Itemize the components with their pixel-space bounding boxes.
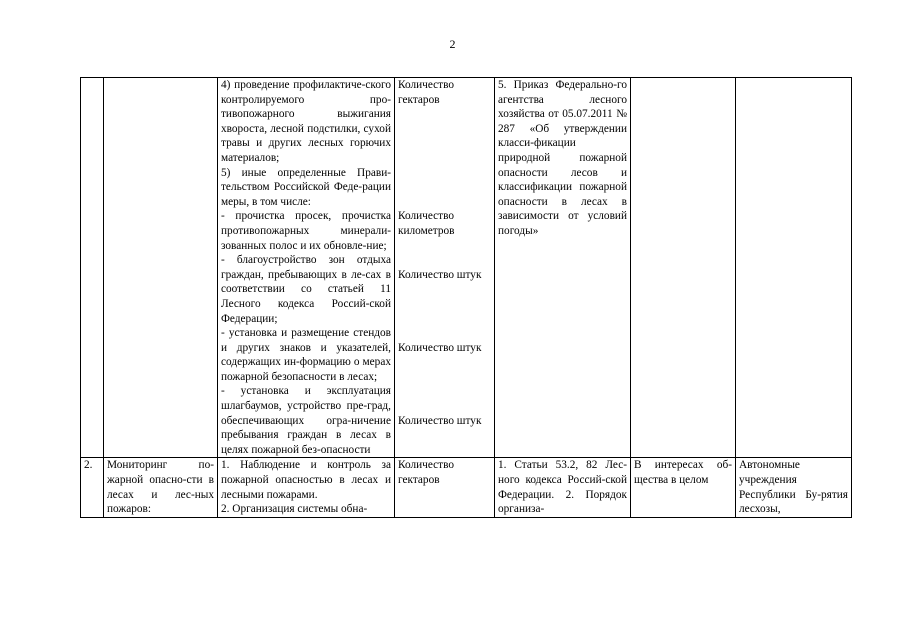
measure-item: 4) проведение профилактиче-ского контролируемого про-тивопожарного выжигания хвороста, лесной подстилки, сухой травы и других лесных горючих материалов; <box>221 79 391 164</box>
table-row <box>81 458 852 517</box>
unit-pieces: Количество штук <box>398 415 482 427</box>
unit-pieces: Количество штук <box>398 342 482 354</box>
executor-cell: Автономные учреждения Республики Бу-рятия лесхозы, <box>736 458 852 517</box>
unit-kilometers: Количество километров <box>398 210 455 237</box>
legal-basis-cell: 1. Статьи 53.2, 82 Лес-ного кодекса Россий-ской Федерации. 2. Порядок организа- <box>495 458 631 517</box>
interest-cell <box>631 78 736 458</box>
unit-cell: Количество гектаров <box>395 458 495 517</box>
measure-item: 1. Наблюдение и контроль за пожарной опасностью в лесах и лесными пожарами. <box>221 459 391 501</box>
page-number: 2 <box>449 37 456 51</box>
unit-pieces: Количество штук <box>398 269 482 281</box>
row-number-cell <box>81 78 104 458</box>
measures-table <box>80 77 852 518</box>
unit-hectares: Количество гектаров <box>398 79 454 106</box>
measures-cell <box>218 458 395 517</box>
unit-cell <box>395 78 495 458</box>
measure-item: - благоустройство зон отдыха граждан, пребывающих в ле-сах в соответствии со статьей 11 Лесного кодекса Россий-ской Федерации; <box>221 254 391 325</box>
measure-item: - прочистка просек, прочистка противопожарных минерали-зованных полос и их обновле-ние; <box>221 210 391 252</box>
row-number-cell: 2. <box>81 458 104 517</box>
measures-cell <box>218 78 395 458</box>
activity-name-cell <box>104 78 218 458</box>
measure-item: - установка и эксплуатация шлагбаумов, устройство пре-град, обеспечивающих огра-ничение пребывания граждан в лесах в целях пожарной без-опасности <box>221 385 391 456</box>
measure-item: - установка и размещение стендов и других знаков и указателей, содержащих ин-формацию о мерах пожарной безопасности в лесах; <box>221 327 391 383</box>
legal-basis-cell: 5. Приказ Федерально-го агентства лесного хозяйства от 05.07.2011 № 287 «Об утверждении класси-фикации природной пожарной опасности лесов и классификации пожарной опасности в лесах в зависимости от условий погоды» <box>495 78 631 458</box>
interest-cell: В интересах об-щества в целом <box>631 458 736 517</box>
measure-item: 2. Организация системы обна- <box>221 503 368 516</box>
table-row <box>81 78 852 458</box>
measure-item: 5) иные определенные Прави-тельством Российской Феде-рации меры, в том числе: <box>221 166 391 208</box>
executor-cell <box>736 78 852 458</box>
activity-name-cell: Мониторинг по-жарной опасно-сти в лесах и лес-ных пожаров: <box>104 458 218 517</box>
